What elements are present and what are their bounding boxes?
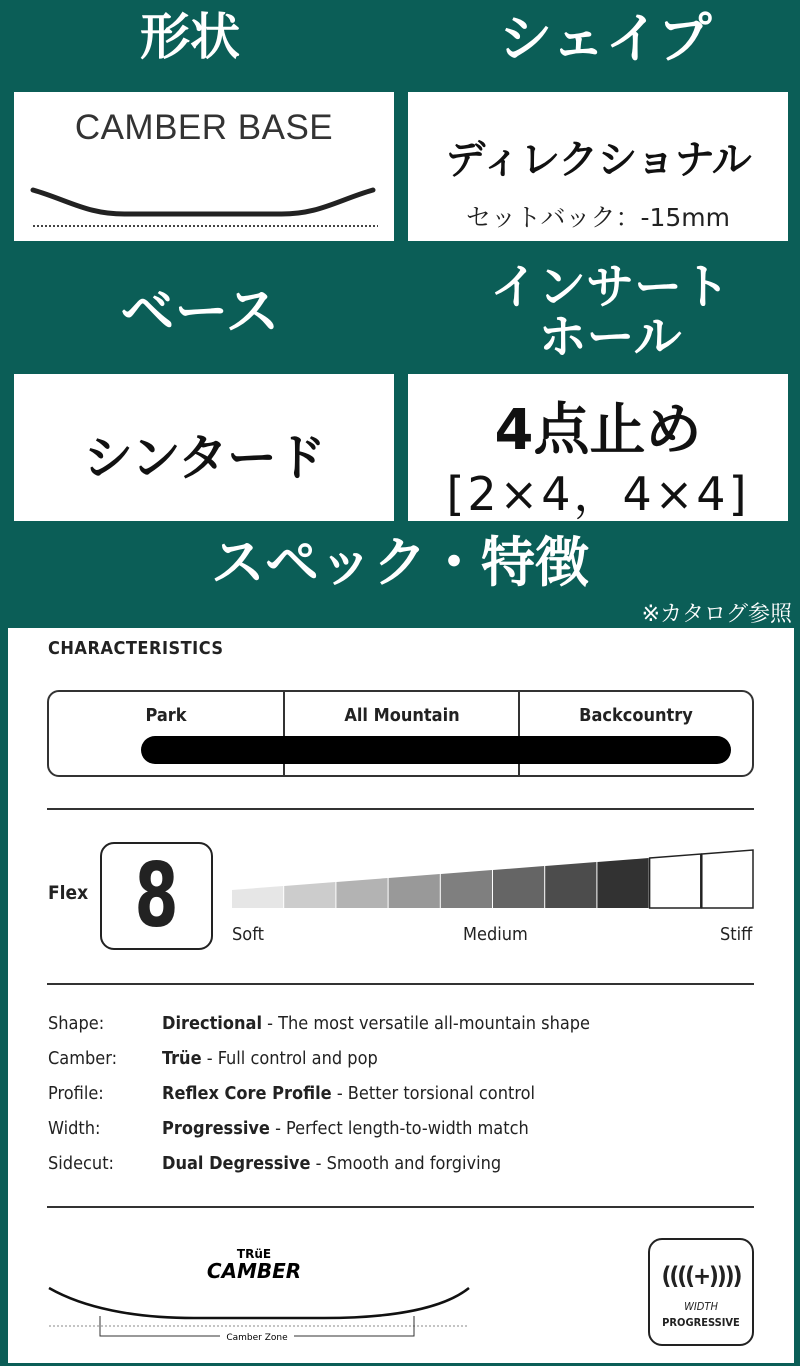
camber-profile-line: [49, 1288, 469, 1318]
width-progressive-badge: [648, 1238, 754, 1346]
spec-desc: - Better torsional control: [331, 1083, 535, 1104]
base-value: シンタード: [83, 429, 325, 487]
camber-profile-icon: [28, 180, 378, 240]
spec-value: [162, 1153, 501, 1174]
characteristics-title: CHARACTERISTICS: [48, 638, 224, 659]
spec-key: Sidecut:: [48, 1153, 115, 1174]
flex-segment: [545, 862, 596, 908]
spec-desc: - Smooth and forgiving: [310, 1153, 502, 1174]
spec-value: [162, 1083, 535, 1104]
flex-value: 8: [134, 844, 179, 947]
spec-key: Width:: [48, 1118, 101, 1139]
flex-segment: [702, 850, 753, 908]
divider: [47, 983, 754, 985]
spec-desc: - The most versatile all-mountain shape: [261, 1013, 591, 1034]
flex-scale: [230, 848, 758, 910]
setback-value: セットバック：-15mm: [465, 203, 731, 232]
spec-value: [162, 1048, 378, 1069]
base-box: [14, 374, 394, 521]
insert-value: 4点止め: [494, 398, 702, 463]
flex-segment: [284, 882, 335, 908]
spec-strong: Directional: [162, 1013, 262, 1034]
shape-value: ディレクショナル: [445, 137, 751, 183]
terrain-box: [47, 690, 754, 777]
flex-scale-medium: Medium: [463, 924, 528, 945]
flex-segment: [650, 854, 701, 908]
spec-strong: Dual Degressive: [162, 1153, 311, 1174]
camber-base-box: [14, 92, 394, 241]
shape-section-title: 形状: [140, 8, 240, 66]
spec-strong: Trüe: [162, 1048, 202, 1069]
spec-value: [162, 1118, 529, 1139]
catalog-panel: [8, 628, 794, 1363]
spec-desc: - Perfect length-to-width match: [269, 1118, 529, 1139]
flex-scale-soft: Soft: [232, 924, 264, 945]
terrain-range-bar: [141, 736, 731, 764]
flex-segment: [441, 870, 492, 908]
spec-key: Shape:: [48, 1013, 105, 1034]
true-camber-diagram: [44, 1238, 484, 1348]
insert-title-line2: ホール: [538, 309, 682, 365]
insert-pattern: [2×4，4×4]: [446, 467, 750, 521]
spec-value: [162, 1013, 590, 1034]
spec-desc: - Full control and pop: [201, 1048, 378, 1069]
spec-strong: Progressive: [162, 1118, 270, 1139]
flex-scale-stiff: Stiff: [720, 924, 753, 945]
base-section-title: ベース: [120, 280, 280, 343]
spec-key: Profile:: [48, 1083, 104, 1104]
flex-segment: [389, 874, 440, 908]
spec-section-title: スペック・特徴: [211, 531, 589, 594]
badge-line1: WIDTH: [684, 1300, 718, 1313]
flex-segment: [232, 886, 283, 908]
insert-box: [408, 374, 788, 521]
flex-label: Flex: [48, 882, 89, 904]
width-plus-icon: ((((+)))): [661, 1262, 741, 1290]
flex-segment: [597, 858, 648, 908]
flex-segment: [336, 878, 387, 908]
flex-rating-box: [100, 842, 213, 950]
true-camber-logo-line1: TRüE: [236, 1247, 272, 1261]
spec-strong: Reflex Core Profile: [162, 1083, 332, 1104]
badge-line2: PROGRESSIVE: [662, 1316, 740, 1329]
insert-hole-section-title: [430, 259, 790, 365]
divider: [47, 808, 754, 810]
camber-base-label: CAMBER BASE: [74, 108, 334, 147]
flex-segment: [493, 866, 544, 908]
catalog-note: ※カタログ参照: [641, 602, 792, 627]
spec-key: Camber:: [48, 1048, 118, 1069]
camber-zone-label: Camber Zone: [226, 1333, 288, 1343]
shape-box: [408, 92, 788, 241]
terrain-label-park: Park: [145, 705, 187, 726]
true-camber-logo-line2: CAMBER: [206, 1259, 302, 1283]
shape-type-section-title: シェイプ: [498, 7, 712, 70]
terrain-label-backcountry: Backcountry: [579, 705, 693, 726]
terrain-label-all-mountain: All Mountain: [344, 705, 460, 726]
divider: [47, 1206, 754, 1208]
insert-title-line1: インサート: [489, 259, 730, 315]
